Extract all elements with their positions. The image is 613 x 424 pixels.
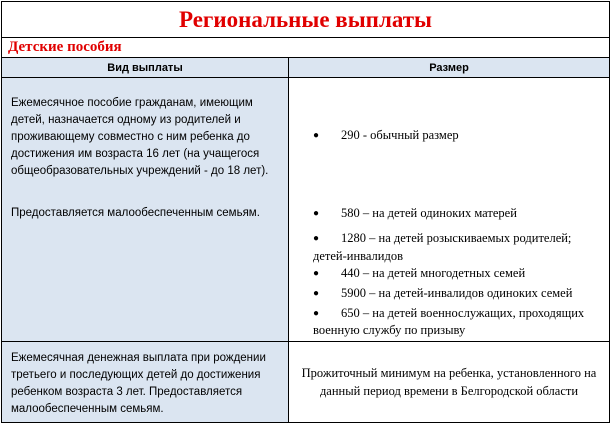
row1-description-line: достижения им возраста 16 лет (на учащегося [11,148,260,160]
row2-amount-line: Прожиточный минимум на ребенка, установленного на [301,366,597,380]
row1-description-line: детей, назначается одному из родителей и [11,114,241,126]
row2-amount-line: данный период времени в Белгородской области [319,384,579,398]
bullet-icon: ● [313,208,320,219]
row2-description-line: ребенком возраста 3 лет. Предоставляется [11,386,243,398]
row1-type-cell [2,78,289,342]
amount-item-continuation: детей-инвалидов [313,249,403,263]
bullet-icon: ● [313,288,320,299]
row1-eligibility-note: Предоставляется малообеспеченным семьям. [11,207,260,219]
row2-description-line: малообеспеченным семьям. [11,403,164,415]
row1-amount-cell [289,78,609,342]
amount-item: 290 - обычный размер [341,128,459,142]
bullet-icon: ● [313,268,320,279]
amount-item: 580 – на детей одиноких матерей [341,206,517,220]
row1-description-line: общеобразовательных учреждений - до 18 лет). [11,165,269,177]
amount-item: 440 – на детей многодетных семей [341,266,526,280]
column-header-type: Вид выплаты [2,58,289,78]
page-title: Региональные выплаты [2,2,609,38]
row2-description-line: третьего и последующих детей до достижения [11,369,261,381]
row2-description-line: Ежемесячная денежная выплата при рождении [11,352,266,364]
payments-table [1,1,610,423]
amount-item: 5900 – на детей-инвалидов одиноких семей [341,286,573,300]
amount-item: 650 – на детей военнослужащих, проходящих [341,306,585,320]
row1-description-line: проживающему совместно с ним ребенка до [11,131,250,143]
bullet-icon: ● [313,308,320,319]
row2-amount-cell [289,342,609,422]
amount-item-continuation: военную службу по призыву [313,323,466,337]
row2-type-cell [2,342,289,422]
column-header-amount: Размер [289,58,609,78]
section-heading: Детские пособия [2,37,609,58]
bullet-icon: ● [313,130,320,141]
amount-item: 1280 – на детей розыскиваемых родителей; [341,231,572,245]
bullet-icon: ● [313,233,320,244]
row1-description-line: Ежемесячное пособие гражданам, имеющим [11,97,253,109]
